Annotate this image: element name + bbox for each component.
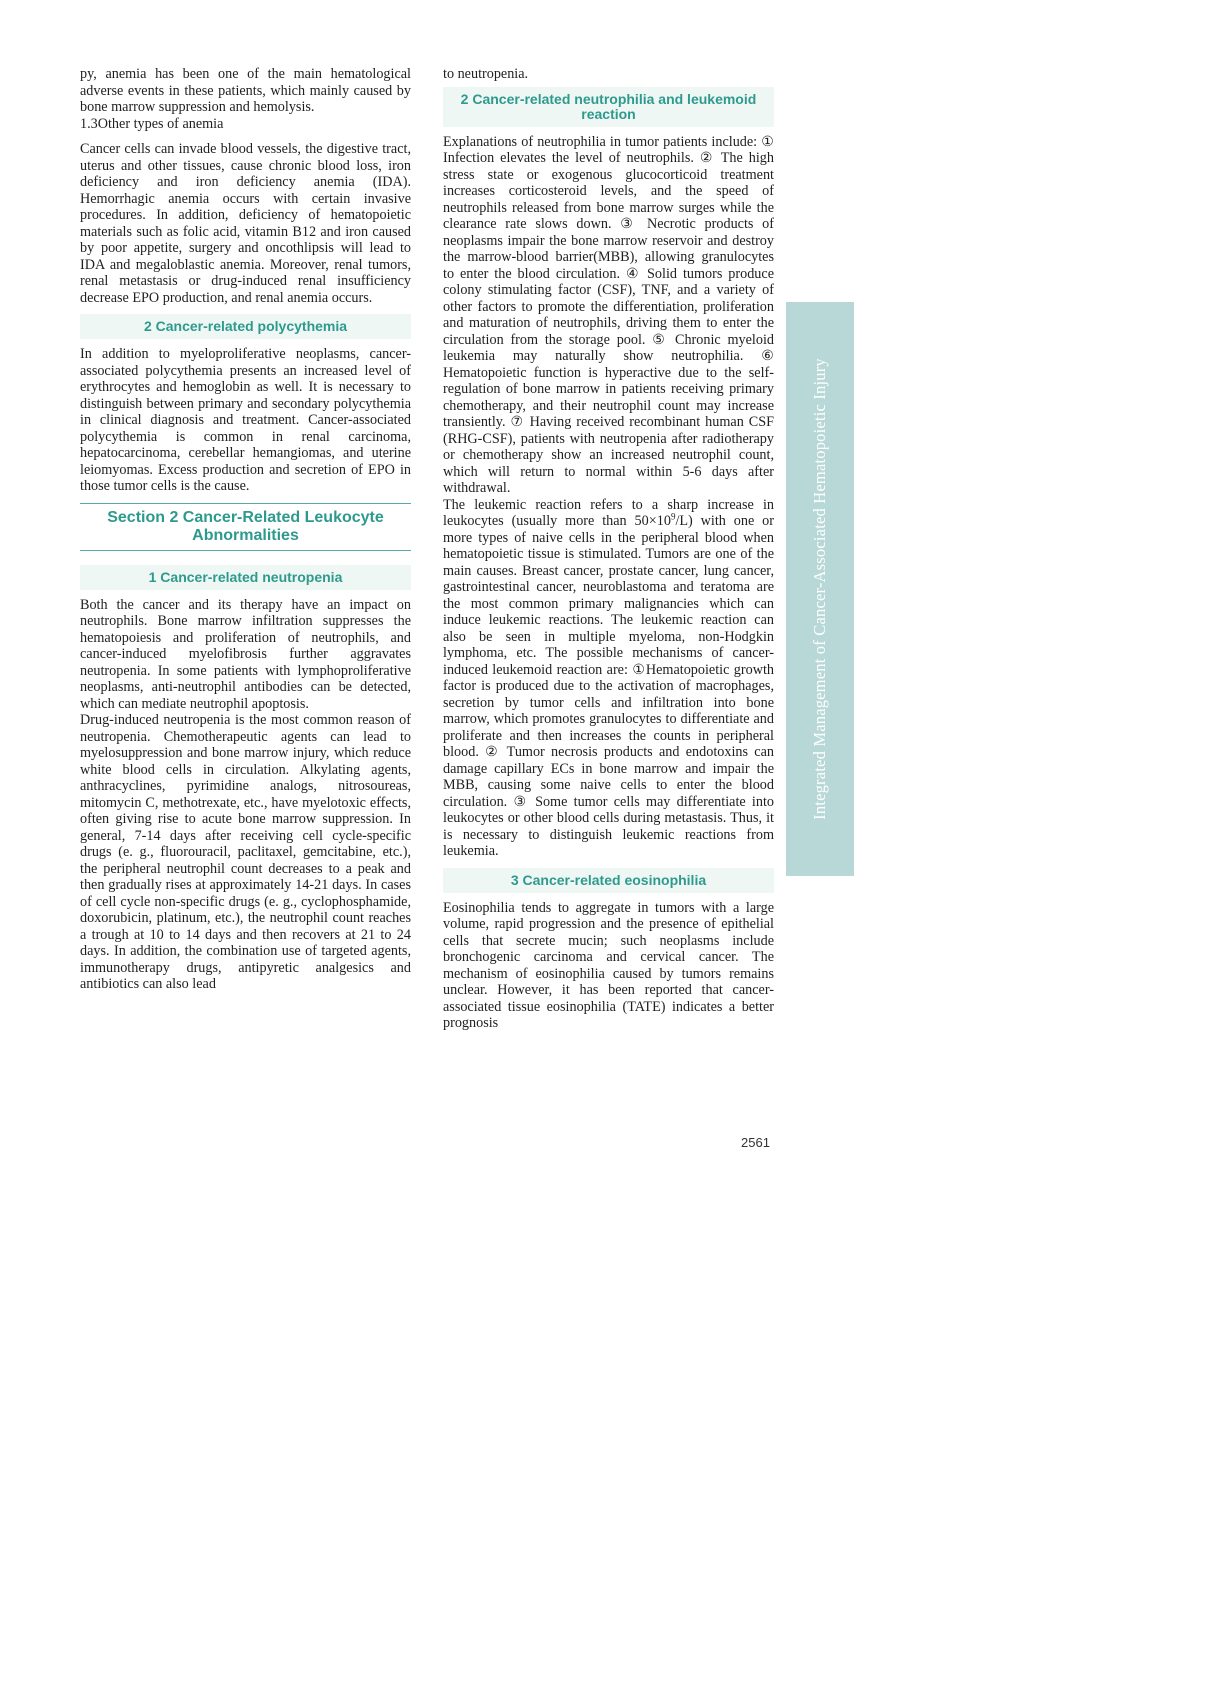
- section-heading-eosinophilia: 3 Cancer-related eosinophilia: [443, 868, 774, 893]
- text-run: The leukemic reaction refers to a sharp increase in leukocytes (usually more than 50×10: [443, 496, 774, 529]
- paragraph: to neutropenia.: [443, 66, 529, 82]
- text-run: /L) with one or more types of naive cells in the peripheral blood when hematopoietic tissue is stimulated. Tumors are one of the main causes. Breast cancer, prostate cancer, lung cancer, gastrointestinal cancer, neuroblastoma and teratoma are the most common primary malignancies which can induce leukemic reactions. The leukemic reaction can also be seen in multiple myeloma, non-Hodgkin lymphoma, etc. The possible mechanisms of cancer-induced leukemoid reaction are: ①Hematopoietic growth factor is produced due to the activation of macrophages, secretion by tumor cells and infiltration into bone marrow, which promotes granulocytes to differentiate and proliferate and then increases the counts in peripheral blood. ② Tumor necrosis products and endotoxins can damage capillary ECs in bone marrow and impair the MBB, causing some naive cells to enter the blood circulation. ③ Some tumor cells may differentiate into leukocytes or other blood cells during metastasis. Thus, it is necessary to distinguish leukemic reactions from leukemia.: [443, 513, 774, 859]
- paragraph: In addition to myeloproliferative neoplasms, cancer-associated polycythemia presents an increased level of erythrocytes and hemoglobin as well. It is necessary to distinguish between primary and secondary polycythemia in clinical diagnosis and treatment. Cancer-associated polycythemia is common in renal carcinoma, hepatocarcinoma, cerebellar hemangiomas, and uterine leiomyomas. Excess production and secretion of EPO in those tumor cells is the cause.: [80, 346, 411, 494]
- running-head-band: [786, 302, 854, 876]
- page-number: 2561: [741, 1135, 770, 1150]
- subsection-heading: 1.3Other types of anemia: [80, 115, 224, 132]
- right-column: [443, 66, 774, 1032]
- paragraph: Both the cancer and its therapy have an impact on neutrophils. Bone marrow infiltration suppresses the hematopoiesis and proliferation of neutrophils, and cancer-induced myelofibrosis further aggravates neutropenia. In some patients with lymphoproliferative neoplasms, anti-neutrophil antibodies can be detected, which can mediate neutrophil apoptosis.: [80, 596, 411, 712]
- superscript: 9: [670, 511, 676, 522]
- section-heading-polycythemia: 2 Cancer-related polycythemia: [80, 314, 411, 339]
- running-head: Integrated Management of Cancer-Associated Hematopoietic Injury: [810, 358, 829, 820]
- section-heading-neutropenia: 1 Cancer-related neutropenia: [80, 565, 411, 590]
- paragraph: [443, 497, 774, 860]
- paragraph: Cancer cells can invade blood vessels, the digestive tract, uterus and other tissues, cause chronic blood loss, iron deficiency and iron deficiency anemia (IDA). Hemorrhagic anemia occurs with certain invasive procedures. In addition, deficiency of hematopoietic materials such as folic acid, vitamin B12 and iron caused by poor appetite, surgery and oncothlipsis will lead to IDA and megaloblastic anemia. Moreover, renal tumors, renal metastasis or drug-induced renal insufficiency decrease EPO production, and renal anemia occurs.: [80, 141, 411, 306]
- left-column: [80, 66, 411, 993]
- section-title: Section 2 Cancer-Related Leukocyte Abnormalities: [80, 503, 411, 551]
- paragraph: Eosinophilia tends to aggregate in tumors with a large volume, rapid progression and the presence of epithelial cells that secrete mucin; such neoplasms include bronchogenic carcinoma and cervical cancer. The mechanism of eosinophilia caused by tumors remains unclear. However, it has been reported that cancer-associated tissue eosinophilia (TATE) indicates a better prognosis: [443, 899, 774, 1031]
- paragraph: py, anemia has been one of the main hematological adverse events in these patients, which mainly caused by bone marrow suppression and hemolysis.: [80, 66, 411, 115]
- section-heading-neutrophilia: 2 Cancer-related neutrophilia and leukemoid reaction: [443, 87, 774, 127]
- paragraph: Explanations of neutrophilia in tumor patients include: ① Infection elevates the level of neutrophils. ② The high stress state or exogenous glucocorticoid treatment increases corticosteroid levels, and the speed of neutrophils released from bone marrow surges while the clearance rate slows down. ③ Necrotic products of neoplasms impair the bone marrow reservoir and destroy the marrow-blood barrier(MBB), allowing granulocytes to enter the blood circulation. ④ Solid tumors produce colony stimulating factor (CSF), TNF, and a variety of other factors to promote the differentiation, proliferation and maturation of neutrophils, driving them to enter the circulation from the storage pool. ⑤ Chronic myeloid leukemia may naturally show neutrophilia. ⑥ Hematopoietic function is hyperactive due to the self-regulation of bone marrow in patients receiving primary chemotherapy, and their neutrophil count may increase transiently. ⑦ Having received recombinant human CSF (RHG-CSF), patients with neutropenia after radiotherapy or chemotherapy show an increased neutrophil count, which will return to normal within 5-6 days after withdrawal.: [443, 133, 774, 496]
- paragraph: Drug-induced neutropenia is the most common reason of neutropenia. Chemotherapeutic agents can lead to myelosuppression and bone marrow injury, which reduce white blood cells in circulation. Alkylating agents, anthracyclines, pyrimidine analogs, nitrosoureas, mitomycin C, methotrexate, etc., have myelotoxic effects, often giving rise to acute bone marrow suppression. In general, 7-14 days after receiving cell cycle-specific drugs (e. g., fluorouracil, paclitaxel, gemcitabine, etc.), the peripheral neutrophil count decreases to a peak and then gradually rises at approximately 14-21 days. In cases of cell cycle non-specific drugs (e. g., cyclophosphamide, doxorubicin, platinum, etc.), the neutrophil count reaches a trough at 10 to 14 days and then recovers at 21 to 24 days. In addition, the combination use of targeted agents, immunotherapy drugs, antipyretic analgesics and antibiotics can also lead: [80, 712, 411, 992]
